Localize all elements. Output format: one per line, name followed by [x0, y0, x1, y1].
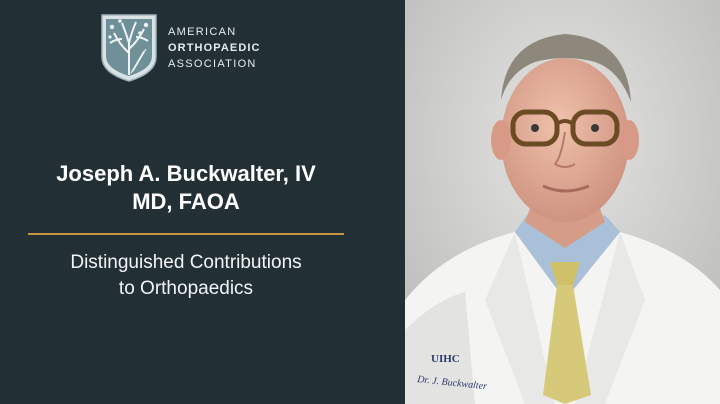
gold-divider	[28, 233, 344, 235]
award-title	[0, 250, 372, 302]
aoa-shield-icon	[100, 13, 158, 83]
honoree-name	[0, 160, 372, 216]
logo-line-2: ORTHOPAEDIC	[168, 42, 261, 54]
honoree-credentials: MD, FAOA	[132, 189, 240, 214]
coat-embroidery-name: Dr. J. Buckwalter	[416, 374, 488, 393]
coat-embroidery-uihc: UIHC	[431, 353, 460, 365]
logo-wordmark	[168, 24, 261, 72]
award-line-1: Distinguished Contributions	[70, 252, 302, 273]
logo-line-3: ASSOCIATION	[168, 58, 257, 70]
award-line-2: to Orthopaedics	[118, 278, 254, 299]
logo-line-1: AMERICAN	[168, 26, 237, 38]
honoree-portrait	[405, 0, 720, 404]
honoree-name-line-1: Joseph A. Buckwalter, IV	[56, 161, 316, 186]
aoa-logo	[100, 12, 261, 84]
